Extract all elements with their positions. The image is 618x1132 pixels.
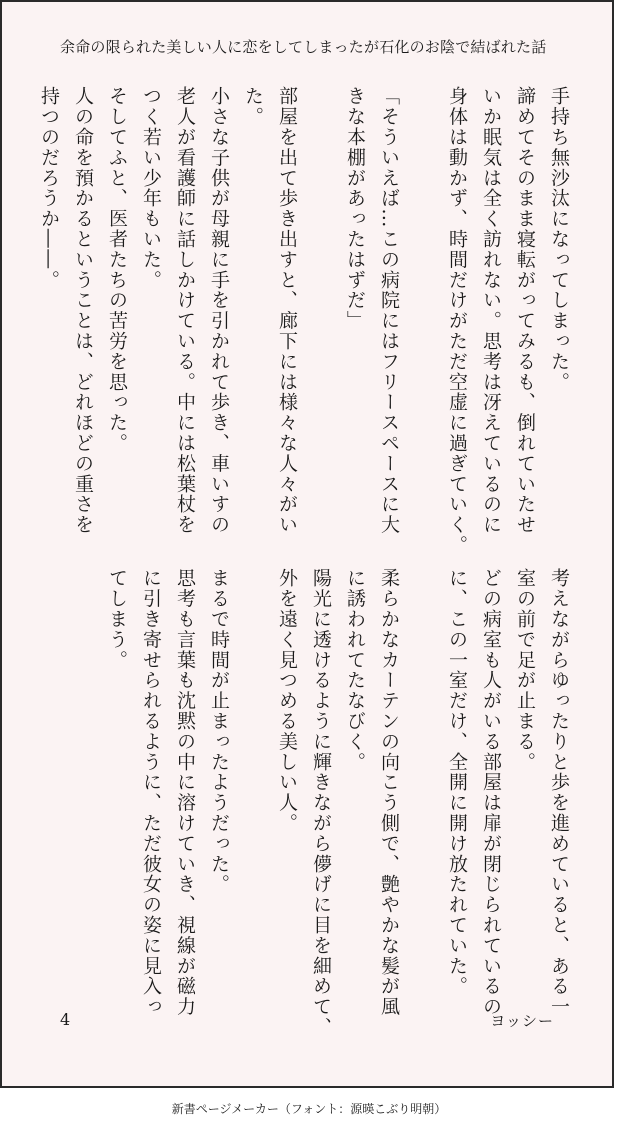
paragraph-gap — [304, 86, 338, 536]
text-line: に引き寄せられるように、ただ彼女の姿に見入っ — [140, 568, 162, 1017]
text-line: 「そういえば…この病院にはフリースペースに大 — [378, 86, 400, 535]
text-line: に、この一室だけ、全開に開け放たれていた。 — [446, 568, 468, 997]
top-text-block — [32, 86, 576, 556]
text-line: 手持ち無沙汰になってしまった。 — [548, 86, 570, 392]
text-line: てしまう。 — [106, 568, 128, 670]
page-number: 4 — [60, 1010, 71, 1029]
text-line: つく若い少年もいた。 — [140, 86, 162, 290]
paragraph-gap — [406, 86, 440, 536]
author-name: ヨッシー — [490, 1012, 554, 1030]
text-line: 小さな子供が母親に手を引かれて歩き、車いすの — [208, 86, 230, 535]
paragraph-gap — [236, 568, 270, 998]
text-line: 柔らかなカーテンの向こう側で、艶やかな髪が風 — [378, 568, 400, 1017]
text-line: 部屋を出て歩き出すと、廊下には様々な人々がい — [276, 86, 298, 535]
text-line: きな本棚があったはずだ」 — [344, 86, 366, 331]
text-line: まるで時間が止まったようだった。 — [208, 568, 230, 895]
text-line: に誘われてたなびく。 — [344, 568, 366, 772]
text-line: そしてふと、医者たちの苦労を思った。 — [106, 86, 128, 454]
text-line: 思考も言葉も沈黙の中に溶けていき、視線が磁力 — [174, 568, 196, 1017]
text-line: どの病室も人がいる部屋は扉が閉じられているの — [480, 568, 502, 1017]
text-line: 考えながらゆったりと歩を進めていると、ある一 — [548, 568, 570, 1017]
text-line: 人の命を預かるということは、どれほどの重さを — [72, 86, 94, 535]
text-line: 諦めてそのまま寝転がってみるも、倒れていたせ — [514, 86, 536, 535]
story-title: 余命の限られた美しい人に恋をしてしまったが石化のお陰で結ばれた話 — [60, 38, 547, 56]
text-line: 持つのだろうか――。 — [38, 86, 60, 290]
paragraph-gap — [406, 568, 440, 998]
text-line: 室の前で足が止まる。 — [514, 568, 536, 772]
text-line: 外を遠く見つめる美しい人。 — [276, 568, 298, 834]
text-line: 陽光に透けるように輝きながら儚げに目を細めて、 — [310, 568, 332, 1038]
text-line: 身体は動かず、時間だけがただ空虚に過ぎていく。 — [446, 86, 468, 556]
text-line: いか眠気は全く訪れない。思考は冴えているのに — [480, 86, 502, 535]
text-line: 老人が看護師に話しかけている。中には松葉杖を — [174, 86, 196, 535]
text-line: た。 — [242, 86, 264, 127]
footer-credit: 新書ページメーカー（フォント：源暎こぶり明朝） — [171, 1102, 447, 1116]
